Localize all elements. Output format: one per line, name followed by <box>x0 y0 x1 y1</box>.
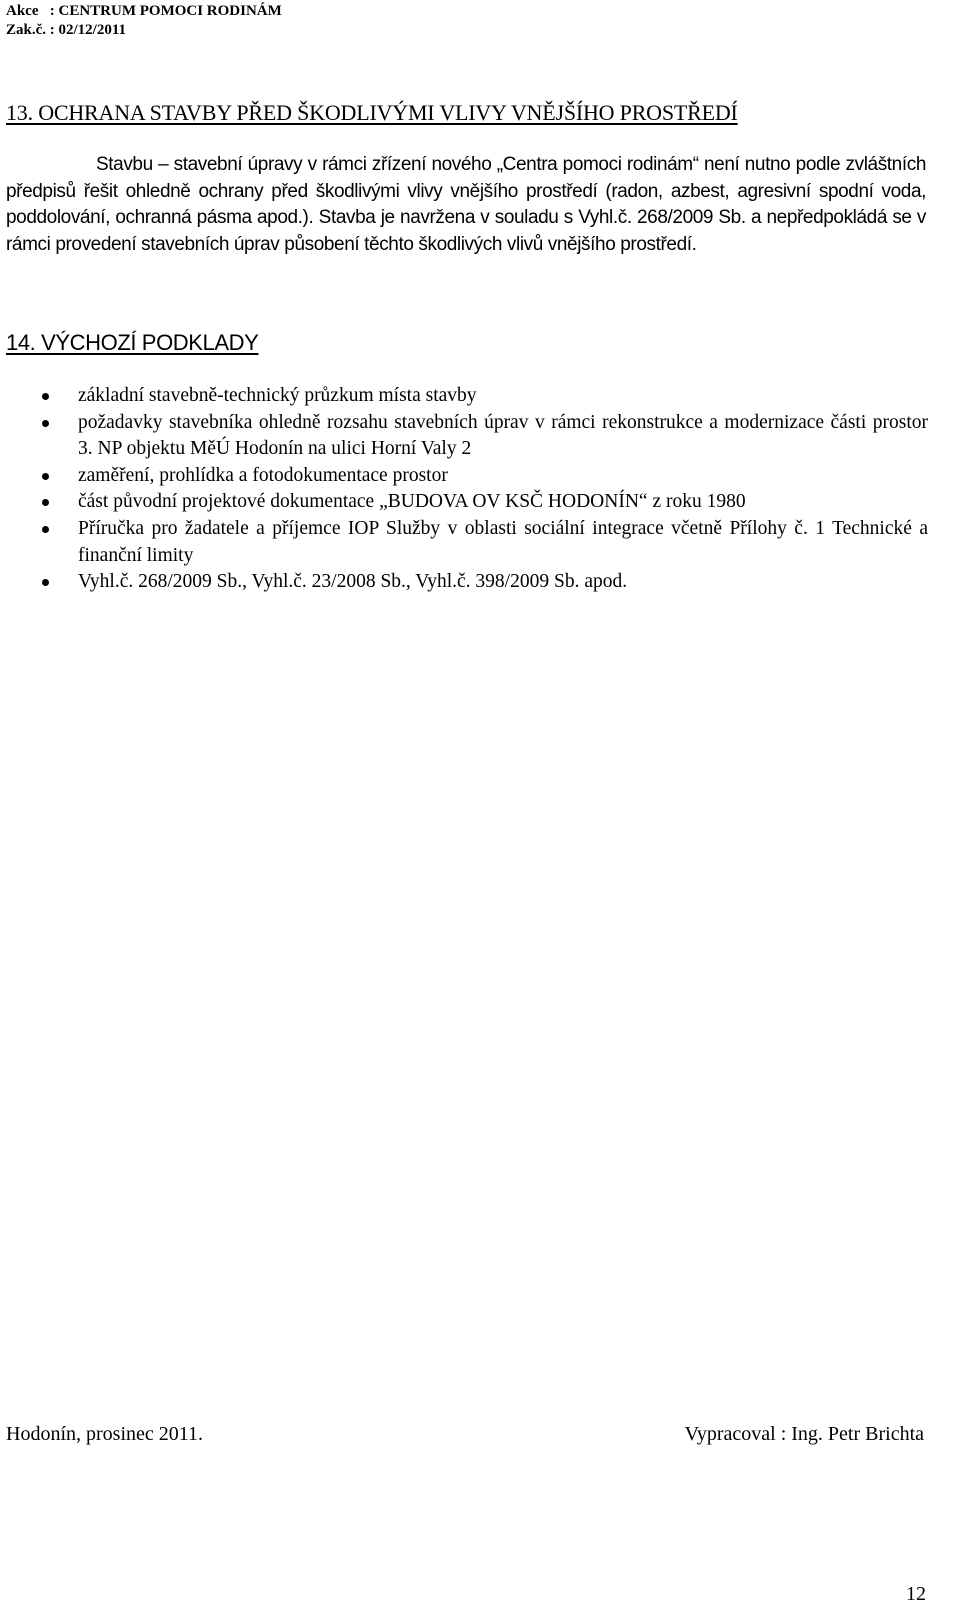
header-project: Akce : CENTRUM POMOCI RODINÁM <box>6 3 282 19</box>
footer-author: Vypracoval : Ing. Petr Brichta <box>684 1423 924 1445</box>
section-13-title: 13. OCHRANA STAVBY PŘED ŠKODLIVÝMI VLIVY VNĚJŠÍHO PROSTŘEDÍ <box>6 100 738 125</box>
header-order-number: Zak.č. : 02/12/2011 <box>6 22 127 38</box>
source-materials-list <box>6 383 928 596</box>
list-item-text: Vyhl.č. 268/2009 Sb., Vyhl.č. 23/2008 Sb., Vyhl.č. 398/2009 Sb. apod. <box>78 571 628 593</box>
bullet-icon <box>42 579 49 586</box>
list-item-text: Příručka pro žadatele a příjemce IOP Služby v oblasti sociální integrace včetně Přílohy č. 1 Technické a finanční limity <box>78 517 928 566</box>
section-13-paragraph-text: Stavbu – stavební úpravy v rámci zřízení nového „Centra pomoci rodinám“ není nutno podle zvláštních předpisů řešit ohledně ochrany před škodlivými vlivy vnějšího prostředí (radon, azbest, agresivní spodní voda, poddolování, ochranná pásma apod.). Stavba je navržena v souladu s Vyhl.č. 268/2009 Sb. a nepředpokládá se v rámci provedení stavebních úprav působení těchto škodlivých vlivů vnějšího prostředí. <box>6 154 926 255</box>
section-14-title: 14. VÝCHOZÍ PODKLADY <box>6 330 259 355</box>
list-item <box>6 463 928 490</box>
document-header <box>6 2 282 40</box>
footer-place-date: Hodonín, prosinec 2011. <box>6 1423 204 1445</box>
bullet-icon <box>42 499 49 506</box>
bullet-icon <box>42 473 49 480</box>
bullet-icon <box>42 420 49 427</box>
list-item <box>6 516 928 569</box>
list-item <box>6 569 928 596</box>
page-number: 12 <box>906 1583 926 1605</box>
section-13-paragraph <box>6 152 926 258</box>
list-item-text: část původní projektové dokumentace „BUDOVA OV KSČ HODONÍN“ z roku 1980 <box>78 491 746 513</box>
list-item <box>6 410 928 463</box>
bullet-icon <box>42 526 49 533</box>
list-item-text: požadavky stavebníka ohledně rozsahu stavebních úprav v rámci rekonstrukce a modernizace části prostor 3. NP objektu MěÚ Hodonín na ulici Horní Valy 2 <box>78 411 928 460</box>
list-item <box>6 489 928 516</box>
list-item-text: základní stavebně-technický průzkum místa stavby <box>78 385 477 406</box>
list-item-text: zaměření, prohlídka a fotodokumentace prostor <box>78 464 448 486</box>
list-item <box>6 383 928 410</box>
bullet-icon <box>42 393 49 400</box>
